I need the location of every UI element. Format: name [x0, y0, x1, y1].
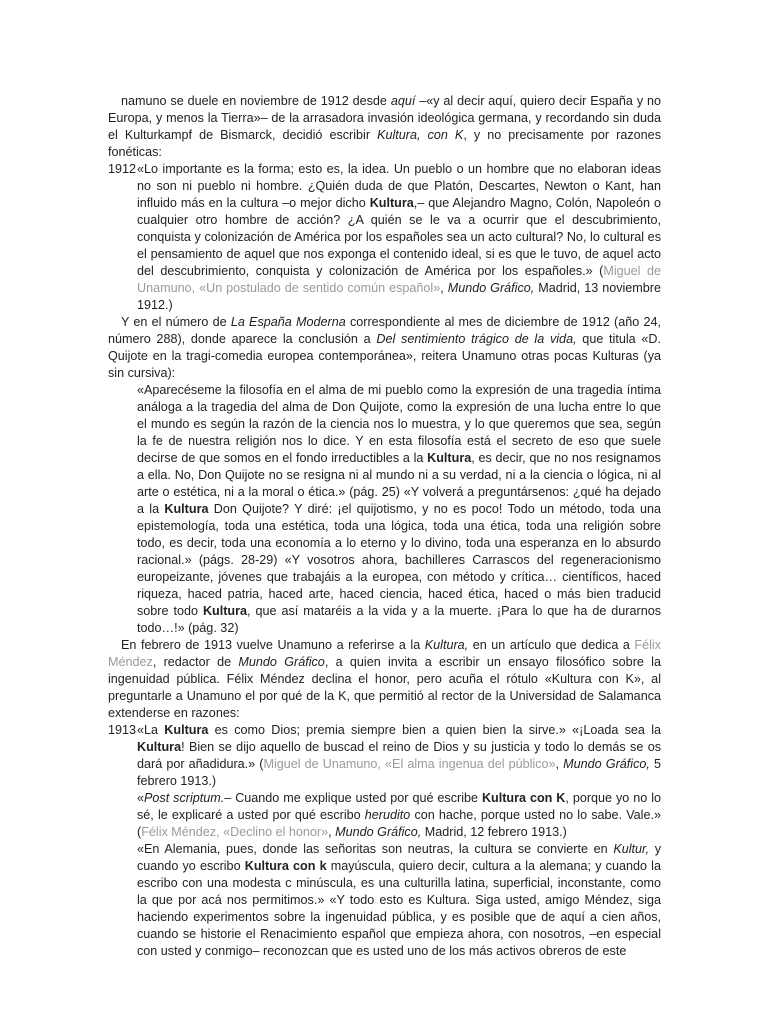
text: «La	[137, 723, 165, 737]
document-page	[108, 93, 661, 960]
separator: ,	[216, 825, 224, 839]
text: Y en el número de	[121, 315, 231, 329]
text: es como Dios; premia siempre bien a quien bien la sirve.» «¡Loada sea la	[208, 723, 662, 737]
quote-block-1913	[108, 722, 661, 790]
paragraph-intro	[108, 93, 661, 161]
author-link[interactable]: Félix Méndez	[141, 825, 217, 839]
text: En febrero de 1913 vuelve Unamuno a referirse a la	[121, 638, 425, 652]
bold-text: Kultura	[164, 723, 209, 737]
text: , redactor de	[152, 655, 239, 669]
separator: ,	[440, 281, 448, 295]
text: ! Bien se dijo aquello de buscad el reino de Dios y su justicia y todo lo demás se os dará por añadidura.» (	[137, 740, 661, 771]
text: Don Quijote? Y diré: ¡el quijotismo, y no es poco! Todo un método, toda una epistemología, toda una estética, toda una lógica, toda una ética, toda una religión sobre todo, es decir, toda una economía a lo eterno y lo divino, toda una esperanza en lo absurdo racional.» (págs. 28-29) «Y vosotros ahora, bachilleres Carrascos del regeneracionismo europeizante, jóvenes que trabajáis a la europea, con método y crítica… científicos, haced riqueza, haced patria, haced arte, haced ciencia, haced ética, haced o más bien traducid sobre todo	[137, 502, 661, 618]
text: «Lo importante es la forma; esto es, la idea. Un pueblo o un hombre que no elaboran ideas no son ni pueblo ni hombre. ¿Quién duda de que Platón, Descartes, Newton o Kant, han influido más en la cultura –o mejor dicho	[137, 162, 661, 210]
author-link[interactable]: Félix Méndez	[108, 638, 662, 669]
text: , porque yo no lo sé, le explicaré a usted por qué escribo	[137, 791, 662, 822]
separator: ,	[555, 757, 564, 771]
publication-title: Mundo Gráfico,	[563, 757, 650, 771]
separator: ,	[191, 281, 200, 295]
text: , y no precisamente por razones fonéticas:	[108, 128, 661, 159]
bold-text: Kultura con K	[481, 791, 566, 805]
bold-text: Kultura	[164, 502, 209, 516]
bold-text: Kultura	[369, 196, 414, 210]
quote-block-quijote	[137, 382, 661, 637]
text: «	[137, 791, 145, 805]
text: – Cuando me explique usted por qué escribe	[224, 791, 482, 805]
text: Madrid, 12 febrero 1913.)	[421, 825, 567, 839]
text: mayúscula, quiero decir, cultura a la alemana; y cuando la escribo con una modesta c minúscula, es una culturilla latina, superficial, inconstante, como la que por acá nos permitimos.» «Y todo esto es Kultura. Siga usted, amigo Méndez, siga haciendo experimentos sobre la ingenuidad pública, y es posible que de aquí a cien años, cuando se historie el Renacimiento español que empieza ahora, con nosotros, –en especial con usted y conmigo– reconozcan que es usted uno de los más activos obreros de este	[137, 859, 661, 958]
italic-text: Mundo Gráfico	[238, 655, 325, 669]
bold-text: Kultura	[427, 451, 472, 465]
text: con hache, porque usted no lo sabe. Vale.» (	[137, 808, 661, 839]
separator: ,	[377, 757, 386, 771]
bold-text: Kultura	[137, 740, 182, 754]
article-link[interactable]: «Declino el honor»	[223, 825, 329, 839]
text: , que así mataréis a la vida y a la muerte. ¡Para lo que ha de durarnos todo…!» (pág. 32)	[137, 604, 661, 635]
italic-text: Del sentimiento trágico de la vida,	[376, 332, 577, 346]
publication-title: Mundo Gráfico,	[447, 281, 535, 295]
publication-title: Mundo Gráfico,	[335, 825, 422, 839]
year-label: 1912	[108, 162, 137, 176]
text: en un artículo que dedica a	[468, 638, 635, 652]
quote-block-post-scriptum	[137, 790, 661, 841]
italic-text: herudito	[364, 808, 411, 822]
italic-text: Kultur,	[613, 842, 650, 856]
italic-text: Kultura, con K	[377, 128, 464, 142]
text: ,– que Alejandro Magno, Colón, Napoleón o cualquier otro hombre de acción? ¿A quién se le va a ocurrir que el descubrimiento, conquista y colonización de América por los españoles sea un acto cultural? No, lo cultural es el pensamiento de aquel que nos exponga el contenido ideal, si es que le tuvo, de aquel acto del descubrimiento, conquista y colonización de América por los españoles.» (	[137, 196, 661, 278]
text: «Aparecéseme la filosofía en el alma de mi pueblo como la expresión de una tragedia íntima análoga a la tragedia del alma de Don Quijote, como la expresión de una lucha entre lo que el mundo es según la razón de la ciencia nos lo muestra, y lo que queremos que sea, según la fe de nuestra religión nos lo dice. Y en esta filosofía está el secreto de eso que suele decirse de que somos en el fondo irreductibles a la	[137, 383, 661, 465]
text: correspondiente al mes de diciembre de 1912 (año 24, número 288), donde aparece la conclusión a	[108, 315, 661, 346]
author-link[interactable]: Miguel de Unamuno	[263, 757, 378, 771]
text: que titula «D. Quijote en la tragi-comedia europea contemporánea», reitera Unamuno otras pocas Kulturas (ya sin cursiva):	[108, 332, 661, 380]
text: Madrid, 13 noviembre 1912.)	[137, 281, 661, 312]
text: namuno se duele en noviembre de 1912 desde	[121, 94, 391, 108]
quote-text	[137, 722, 661, 790]
quote-block-alemania	[137, 841, 661, 960]
italic-text: aquí	[390, 94, 416, 108]
bold-text: Kultura con k	[244, 859, 327, 873]
article-link[interactable]: «El alma ingenua del público»	[385, 757, 556, 771]
text: 5 febrero 1913.)	[137, 757, 662, 788]
text: , a quien invita a escribir un ensayo filosófico sobre la ingenuidad pública. Félix Méndez declina el honor, pero acuña el rótulo «Kultura con K», al preguntarle a Unamuno el por qué de la K, que permitió al rector de la Universidad de Salamanca extenderse en razones:	[108, 655, 661, 720]
text: –«y al decir aquí, quiero decir España y no Europa, y menos la Tierra»– de la arrasadora invasión ideológica germana, y recordando sin duda el Kulturkampf de Bismarck, decidió escribir	[108, 94, 662, 142]
paragraph-espana-moderna	[108, 314, 661, 382]
quote-block-1912	[108, 161, 661, 314]
year-label: 1913	[108, 723, 137, 737]
italic-text: Post scriptum.	[144, 791, 225, 805]
text: , es decir, que no nos resignamos a ella. No, Don Quijote no se resigna ni al mundo ni a su verdad, ni a la ciencia o lógica, ni al arte o estética, ni a la moral o ética.» (pág. 25) «Y volverá a preguntársenos: ¿qué ha dejado a la	[137, 451, 661, 516]
separator: ,	[328, 825, 336, 839]
text: y cuando yo escribo	[137, 842, 662, 873]
bold-text: Kultura	[202, 604, 248, 618]
quote-text	[137, 161, 661, 314]
italic-text: Kultura,	[424, 638, 469, 652]
paragraph-febrero-1913	[108, 637, 661, 722]
text: «En Alemania, pues, donde las señoritas son neutras, la cultura se convierte en	[137, 842, 614, 856]
italic-text: La España Moderna	[230, 315, 346, 329]
article-link[interactable]: «Un postulado de sentido común español»	[199, 281, 441, 295]
author-link[interactable]: Miguel de Unamuno	[137, 264, 661, 295]
